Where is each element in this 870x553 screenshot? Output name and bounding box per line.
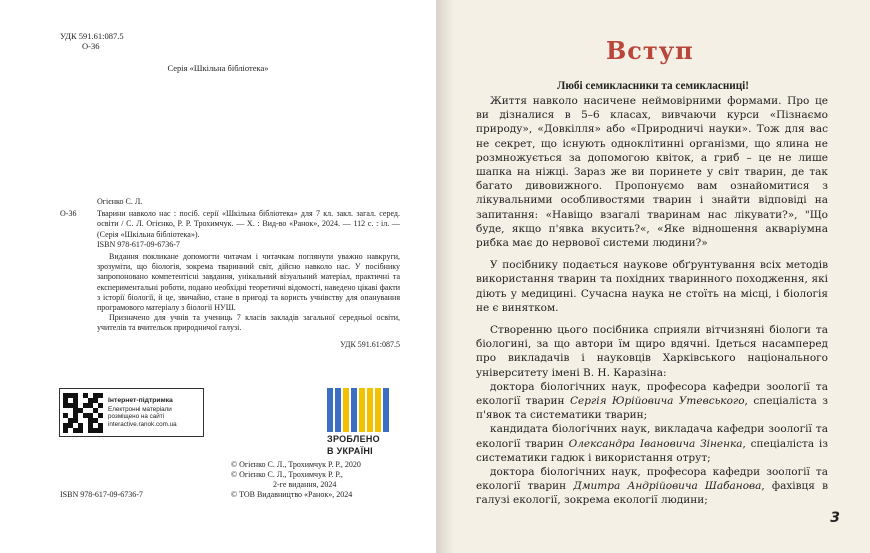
annotation-paragraph: Видання покликане допомогти читачам і читачкам поглянути уважно навкруги, зрозуміти, що біологія, зокрема тваринний світ, дійсно навколо нас. У посібнику запропоновано компетентісні завдання, унікальний візуальний матеріал, практичні та експериментальні роботи, подано необхідні теоретичні відомості, наведено цікаві факти з історії біології, й це, звичайно, стане в пригоді та користь учнівству для опанування програмового матеріалу з біології НУШ. <box>97 252 400 313</box>
made-in-ukraine-logo <box>327 388 397 456</box>
flag-bars-icon <box>327 388 397 432</box>
support-title: Інтернет-підтримка <box>108 397 173 404</box>
copyright-line: © ТОВ Видавництво «Ранок», 2024 <box>231 490 353 499</box>
bibliographic-record <box>60 197 400 350</box>
flag-bar <box>359 388 365 432</box>
page-number: 3 <box>830 510 840 526</box>
flag-bar <box>383 388 389 432</box>
annotation <box>60 252 400 334</box>
flag-bar <box>335 388 341 432</box>
logo-text-2: В УКРАЇНІ <box>327 446 373 456</box>
paragraph <box>476 380 828 423</box>
support-text <box>108 397 177 428</box>
paragraph-text: , спеціаліста із систематики гадюк і використання отрут; <box>476 437 828 464</box>
support-line: Електронні матеріали <box>108 405 172 413</box>
paragraph <box>476 465 828 508</box>
copyright-block <box>231 460 361 500</box>
support-url[interactable]: interactive.ranok.com.ua <box>108 420 177 428</box>
paragraph-text: доктора біологічних наук, професора кафедри зоології та екології тварин <box>476 466 828 493</box>
right-page <box>436 0 870 553</box>
chapter-title: Вступ <box>606 36 694 65</box>
record-description <box>97 209 400 250</box>
flag-bar <box>375 388 381 432</box>
qr-code-icon[interactable] <box>63 393 103 433</box>
paragraph-text: , спеціаліста з п'явок та систематики тварин; <box>476 395 828 422</box>
person-name: Дмитра Андрійовича Шабанова <box>573 480 762 493</box>
paragraph: Створенню цього посібника сприяли вітчизняні біологи та біологині, за що автори їм щиро вдячні. Ідеться насамперед про викладачів і науковців Харківського національного університету імені В. Н. Каразіна: <box>476 324 828 379</box>
paragraph: Життя навколо насичене неймовірними формами. Про це ви дізналися в 5–6 класах, вивчаючи курси «Пізнаємо природу», «Довкілля» або «Природничі науки». Тож для вас не секрет, що існують одноклітинні організми, що ялина не розмножується за допомогою квіток, а гриб – це не лише шапка на ніжці. Зараз же ви поринете у світ тварин, де так багато дивовижного. Пропонуємо вам ознайомитися з лікувальними особливостями тварин і знайти відповіді на запитання: «Навіщо взагалі тваринам нас лікувати?», "Що буде, якщо п'явка вкусить?«, «Яке відношення акваріумна рибка має до нервової системи людини?» <box>476 95 828 250</box>
udk-code: УДК 591.61:087.5 <box>60 31 124 41</box>
copyright-line: © Огієнко С. Л., Трохимчук Р. Р., 2020 <box>231 460 361 469</box>
paragraph-text: доктора біологічних наук, професора кафедри зоології та екології тварин <box>476 380 828 408</box>
author: Огієнко С. Л. <box>97 197 143 206</box>
flag-bar <box>367 388 373 432</box>
catalog-index: О-36 <box>82 41 100 51</box>
paragraph-text: , фахівця в галузі екології, зокрема екології людини; <box>476 480 828 507</box>
isbn: ISBN 978-617-09-6736-7 <box>60 490 143 499</box>
flag-bar <box>351 388 357 432</box>
paragraph <box>476 422 828 465</box>
logo-text-1: ЗРОБЛЕНО <box>327 434 380 444</box>
greeting: Любі семикласники та семикласниці! <box>557 80 749 92</box>
series-name: Серія «Шкільна бібліотека» <box>167 63 269 73</box>
isbn-line: ISBN 978-617-09-6736-7 <box>97 239 180 249</box>
support-line: розміщено на сайті <box>108 413 165 420</box>
copyright-line: 2-ге видання, 2024 <box>273 480 337 489</box>
person-name: Сергія Юрійовича Утевського <box>569 395 745 408</box>
body-text <box>476 94 828 508</box>
flag-bar <box>327 388 333 432</box>
record-index: О-36 <box>60 209 77 219</box>
internet-support-box <box>59 388 204 437</box>
paragraph-text: кандидата біологічних наук, викладача кафедри зоології та екології тварин <box>476 423 828 450</box>
flag-bar <box>343 388 349 432</box>
copyright-line: © Огієнко С. Л., Трохимчук Р. Р., <box>231 470 343 479</box>
udk-bottom: УДК 591.61:087.5 <box>340 339 400 349</box>
udk-header <box>60 31 124 51</box>
paragraph: У посібнику подається наукове обґрунтування всіх методів використання тварин та похідних тваринного походження, які діють у медицині. Сучасна наука не стоїть на місці, і біологія не є винятком. <box>476 259 828 314</box>
description-text: Тварини навколо нас : посіб. серії «Шкільна бібліотека» для 7 кл. закл. загал. серед. освіти / С. Л. Огієнко, Р. Р. Трохимчук. — Х. : Вид-во «Ранок», 2024. — 112 с. : іл. — (Серія «Шкільна бібліотека»). <box>97 209 400 239</box>
person-name: Олександра Івановича Зіненка <box>568 437 743 450</box>
annotation-paragraph: Призначено для учнів та учениць 7 класів закладів загальної середньої освіти, учителів та вчительок природничої галузі. <box>97 313 400 333</box>
qr-module <box>98 428 103 433</box>
